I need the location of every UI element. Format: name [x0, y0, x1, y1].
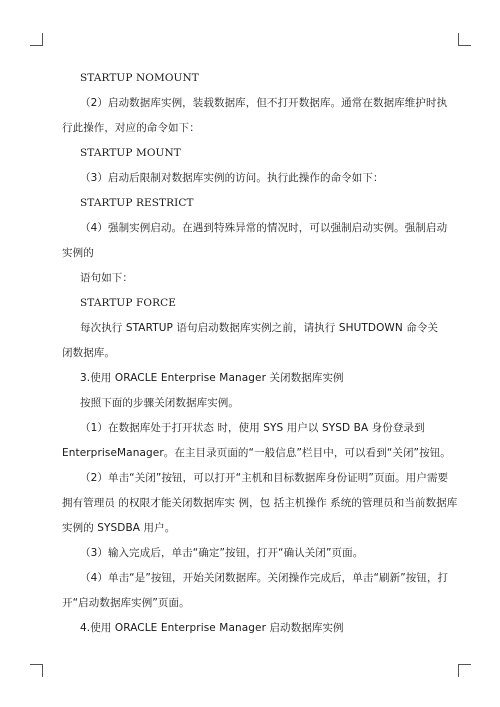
- command-line: STARTUP RESTRICT: [80, 197, 194, 209]
- paragraph-line: 语句如下：: [80, 272, 133, 284]
- crop-mark-bottom-left: [30, 664, 43, 677]
- command-line: STARTUP NOMOUNT: [80, 72, 199, 84]
- paragraph-line: （4）强制实例启动。在遇到特殊异常的情况时，可以强制启动实例。强制启动: [80, 222, 448, 234]
- paragraph-line: （2）单击“关闭”按钮，可以打开“主机和目标数据库身份证明”页面。用户需要: [80, 472, 449, 484]
- command-line: STARTUP FORCE: [80, 297, 176, 309]
- section-heading: 3.使用 ORACLE Enterprise Manager 关闭数据库实例: [80, 372, 344, 384]
- paragraph-line: （3）启动后限制对数据库实例的访问。执行此操作的命令如下：: [80, 172, 384, 184]
- paragraph-line: 拥有管理员 的权限才能关闭数据库实 例，包 括主机操作 系统的管理员和当前数据库: [62, 497, 458, 509]
- paragraph-line: （3）输入完成后，单击“确定”按钮，打开“确认关闭”页面。: [80, 547, 364, 559]
- paragraph-line: 开“启动数据库实例”页面。: [62, 597, 190, 609]
- document-body: [62, 66, 458, 641]
- paragraph-line: （1）在数据库处于打开状态 时，使用 SYS 用户以 SYSD BA 身份登录到: [80, 422, 425, 434]
- paragraph-line: 每次执行 STARTUP 语句启动数据库实例之前，请执行 SHUTDOWN 命令关: [80, 322, 439, 334]
- paragraph-line: 闭数据库。: [62, 347, 115, 359]
- paragraph-line: EnterpriseManager。在主目录页面的“一般信息”栏目中，可以看到“关闭”按钮。: [62, 447, 451, 459]
- command-line: STARTUP MOUNT: [80, 147, 181, 159]
- crop-mark-bottom-right: [458, 664, 471, 677]
- paragraph-line: （2）启动数据库实例，装载数据库，但不打开数据库。通常在数据库维护时执: [80, 97, 448, 109]
- paragraph-line: 实例的 SYSDBA 用户。: [62, 522, 176, 534]
- crop-mark-top-left: [30, 33, 43, 46]
- section-heading: 4.使用 ORACLE Enterprise Manager 启动数据库实例: [80, 622, 344, 634]
- paragraph-line: 实例的: [62, 247, 94, 259]
- paragraph-line: 行此操作，对应的命令如下：: [62, 122, 200, 134]
- crop-mark-top-right: [458, 33, 471, 46]
- paragraph-line: 按照下面的步骤关闭数据库实例。: [80, 397, 239, 409]
- paragraph-line: （4）单击“是”按钮，开始关闭数据库。关闭操作完成后，单击“刷新”按钮，打: [80, 572, 449, 584]
